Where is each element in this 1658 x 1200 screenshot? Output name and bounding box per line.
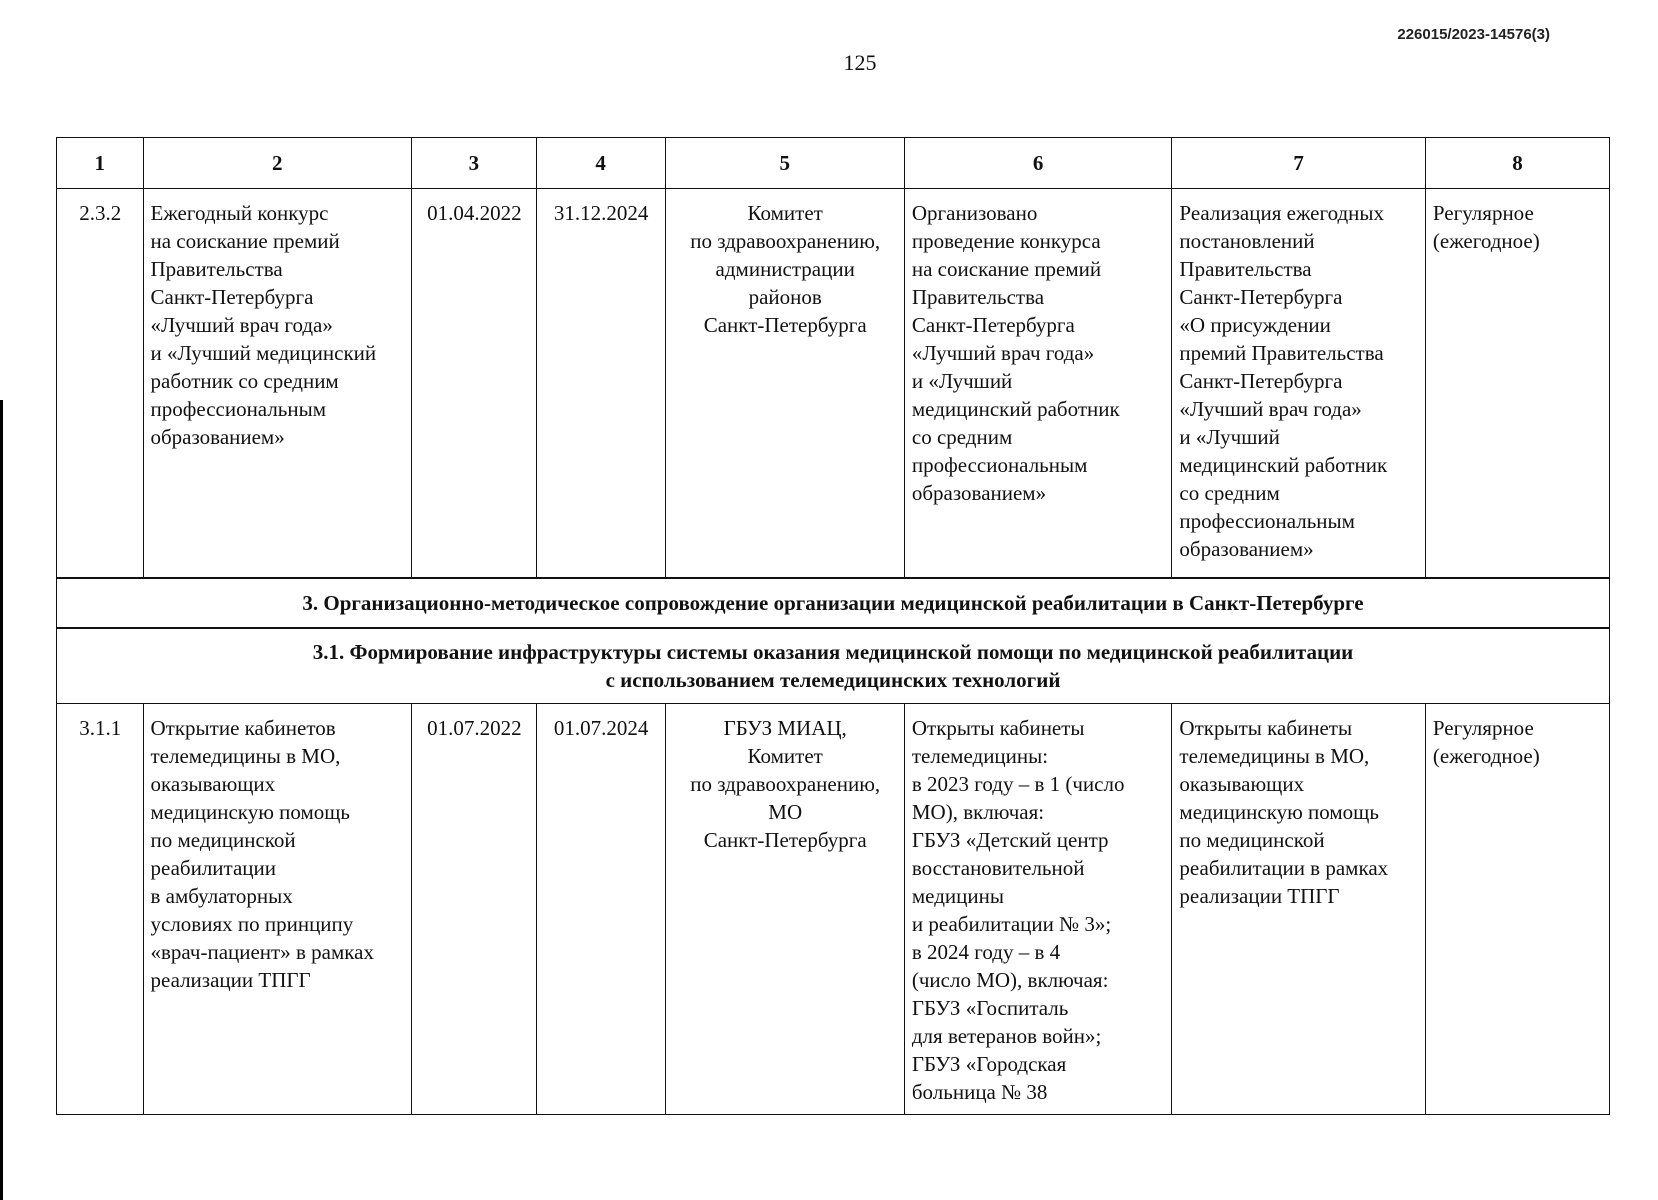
scan-left-edge <box>0 400 3 1200</box>
document-id: 226015/2023-14576(3) <box>1397 26 1550 43</box>
row-number: 2.3.2 <box>57 189 144 579</box>
expected-result: Открыты кабинеты телемедицины: в 2023 году – в 1 (число МО), включая: ГБУЗ «Детский центр восстановительной медицины и реабилитации № 3»; в 2024 году – в 4 (число МО), включая: ГБУЗ «Госпиталь для ветеранов войн»; ГБУЗ «Городская больница № 38 <box>904 704 1172 1115</box>
plan-table-container <box>56 137 1610 1115</box>
end-date: 01.07.2024 <box>536 704 665 1115</box>
end-date: 31.12.2024 <box>536 189 665 579</box>
expected-result: Организовано проведение конкурса на соискание премий Правительства Санкт-Петербурга «Лучший врач года» и «Лучший медицинский работник со средним профессиональным образованием» <box>904 189 1172 579</box>
column-header-5: 5 <box>665 138 904 189</box>
column-header-4: 4 <box>536 138 665 189</box>
indicator: Открыты кабинеты телемедицины в МО, оказывающих медицинскую помощь по медицинской реабилитации в рамках реализации ТПГГ <box>1172 704 1425 1115</box>
table-row <box>57 704 1610 1115</box>
section-3-1-title: 3.1. Формирование инфраструктуры системы оказания медицинской помощи по медицинской реабилитации с использованием телемедицинских технологий <box>57 628 1610 704</box>
start-date: 01.07.2022 <box>412 704 537 1115</box>
column-header-1: 1 <box>57 138 144 189</box>
subsection-heading-row <box>57 628 1610 704</box>
column-header-7: 7 <box>1172 138 1425 189</box>
plan-table <box>56 137 1610 1115</box>
column-header-3: 3 <box>412 138 537 189</box>
event-name: Ежегодный конкурс на соискание премий Правительства Санкт-Петербурга «Лучший врач года» и «Лучший медицинский работник со средним профессиональным образованием» <box>143 189 412 579</box>
executor: ГБУЗ МИАЦ, Комитет по здравоохранению, МО Санкт-Петербурга <box>665 704 904 1115</box>
periodicity: Регулярное (ежегодное) <box>1425 704 1609 1115</box>
start-date: 01.04.2022 <box>412 189 537 579</box>
page-number: 125 <box>843 50 877 75</box>
column-header-6: 6 <box>904 138 1172 189</box>
section-heading-row <box>57 578 1610 628</box>
periodicity: Регулярное (ежегодное) <box>1425 189 1609 579</box>
column-header-2: 2 <box>143 138 412 189</box>
row-number: 3.1.1 <box>57 704 144 1115</box>
section-3-title: 3. Организационно-методическое сопровождение организации медицинской реабилитации в Санкт-Петербурге <box>57 578 1610 628</box>
executor: Комитет по здравоохранению, администрации районов Санкт-Петербурга <box>665 189 904 579</box>
event-name: Открытие кабинетов телемедицины в МО, оказывающих медицинскую помощь по медицинской реабилитации в амбулаторных условиях по принципу «врач-пациент» в рамках реализации ТПГГ <box>143 704 412 1115</box>
indicator: Реализация ежегодных постановлений Правительства Санкт-Петербурга «О присуждении премий Правительства Санкт-Петербурга «Лучший врач года» и «Лучший медицинский работник со средним профессиональным образованием» <box>1172 189 1425 579</box>
table-row <box>57 189 1610 579</box>
column-number-header-row <box>57 138 1610 189</box>
column-header-8: 8 <box>1425 138 1609 189</box>
